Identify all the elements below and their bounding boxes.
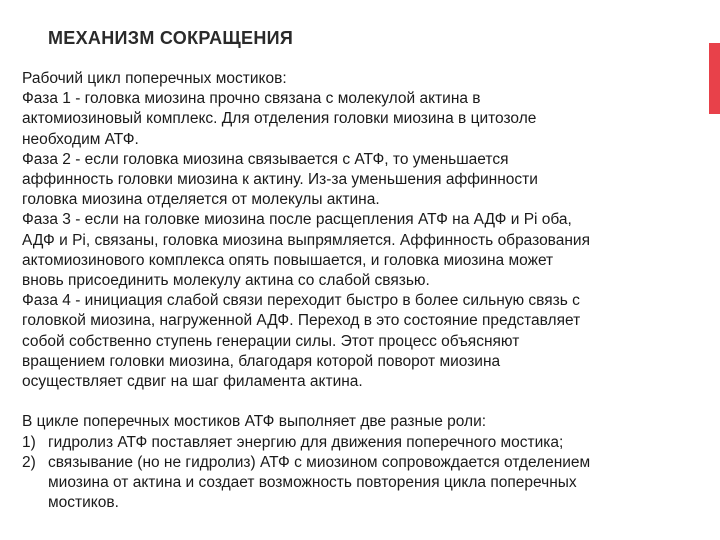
text-line: Рабочий цикл поперечных мостиков: (22, 70, 287, 87)
roles-intro: В цикле поперечных мостиков АТФ выполняет две разные роли: (22, 413, 487, 431)
paragraph-gap (22, 392, 700, 412)
list-text: связывание (но не гидролиз) АТФ с миозином сопровождается отделением (48, 453, 591, 471)
text-line: вращением головки миозина, благодаря которой поворот миозина (22, 352, 501, 370)
list-text: гидролиз АТФ поставляет энергию для движения поперечного мостика; (48, 433, 564, 451)
list-text-continuation: миозина от актина и создает возможность повторения цикла поперечных (48, 474, 577, 492)
list-number: 1) (22, 433, 36, 451)
text-line: головкой миозина, нагруженной АДФ. Переход в это состояние представляет (22, 312, 581, 330)
text-line: Фаза 1 - головка миозина прочно связана с молекулой актина в (22, 90, 481, 108)
list-item (22, 453, 700, 473)
text-line: Фаза 4 - инициация слабой связи переходит быстро в более сильную связь с (22, 292, 580, 310)
text-line: необходим АТФ. (22, 130, 139, 148)
accent-bar (709, 43, 720, 114)
slide-body (22, 69, 700, 513)
text-line: актомиозинового комплекса опять повышается, и головка миозина может (22, 251, 554, 269)
list-number: 2) (22, 453, 36, 471)
list-item (22, 433, 700, 453)
text-line: головка миозина отделяется от молекулы актина. (22, 191, 380, 209)
text-line: Фаза 2 - если головка миозина связывается с АТФ, то уменьшается (22, 150, 509, 168)
text-line: аффинность головки миозина к актину. Из-за уменьшения аффинности (22, 171, 538, 189)
list-text-continuation: мостиков. (48, 494, 119, 512)
slide-title: МЕХАНИЗМ СОКРАЩЕНИЯ (48, 28, 294, 48)
text-line: осуществляет сдвиг на шаг филамента актина. (22, 373, 363, 391)
text-line: АДФ и Pi, связаны, головка миозина выпрямляется. Аффинность образования (22, 231, 590, 249)
text-line: Фаза 3 - если на головке миозина после расщепления АТФ на АДФ и Pi оба, (22, 211, 572, 229)
text-line: собой собственно ступень генерации силы. Этот процесс объясняют (22, 332, 520, 350)
text-line: актомиозиновый комплекс. Для отделения головки миозина в цитозоле (22, 110, 537, 128)
text-line: вновь присоединить молекулу актина со слабой связью. (22, 272, 430, 290)
